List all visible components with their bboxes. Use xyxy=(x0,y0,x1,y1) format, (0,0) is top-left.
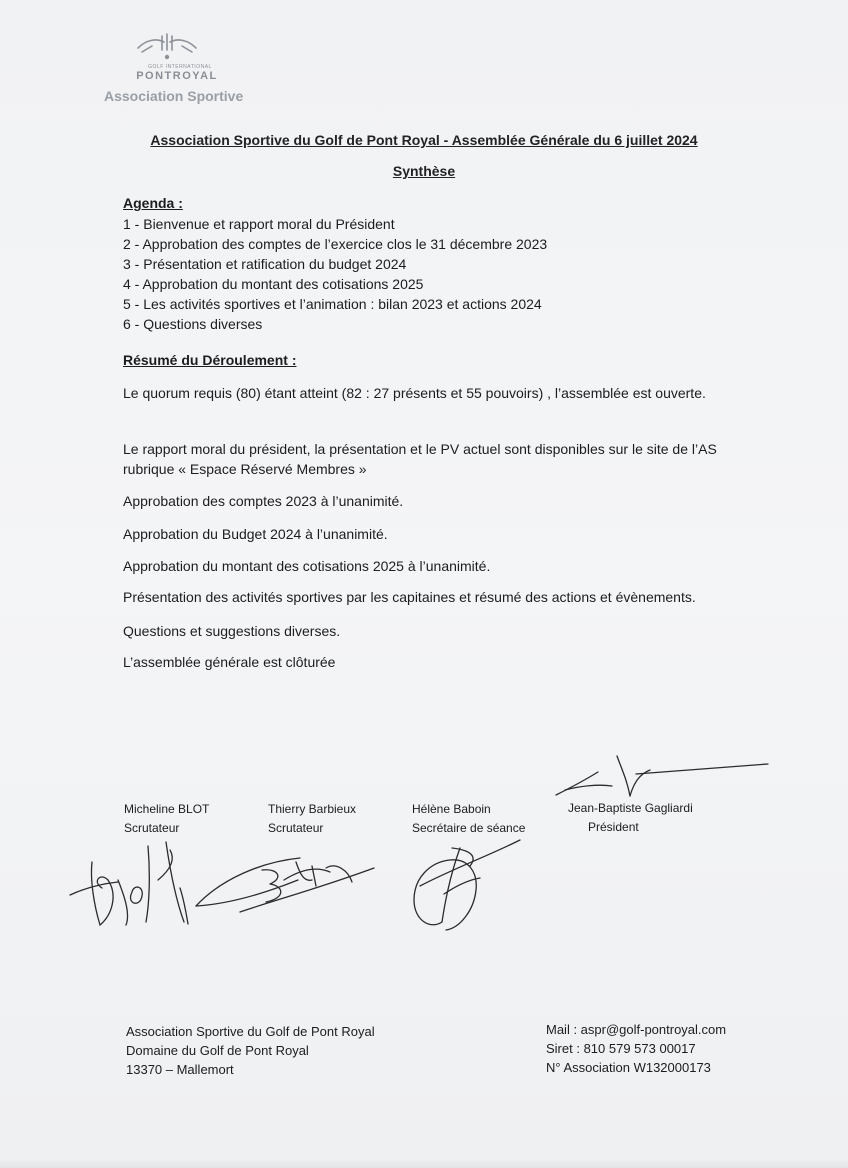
signatory-name: Hélène Baboin xyxy=(412,802,491,816)
signatory-blot xyxy=(124,800,209,838)
signature-gagliardi xyxy=(556,756,768,796)
signatory-role: Scrutateur xyxy=(268,821,324,835)
footer-address-line: 13370 – Mallemort xyxy=(126,1062,234,1077)
summary-paragraph-dues: Approbation du montant des cotisations 2025 à l’unanimité. xyxy=(123,558,491,574)
agenda-item: 6 - Questions diverses xyxy=(123,316,263,332)
footer-contact-line: Siret : 810 579 573 00017 xyxy=(546,1041,696,1056)
summary-paragraph-budget: Approbation du Budget 2024 à l’unanimité. xyxy=(123,526,388,542)
footer-address xyxy=(126,1022,375,1079)
footer-contact-line: Mail : aspr@golf-pontroyal.com xyxy=(546,1022,727,1037)
signatory-name: Micheline BLOT xyxy=(124,802,210,816)
agenda-item: 1 - Bienvenue et rapport moral du Président xyxy=(123,216,395,232)
summary-paragraph-questions: Questions et suggestions diverses. xyxy=(123,623,341,639)
summary-paragraph-report: Le rapport moral du président, la présentation et le PV actuel sont disponibles sur le site de l’AS rubrique « Espace Réservé Membres » xyxy=(123,441,717,477)
logo-small-text: GOLF INTERNATIONAL xyxy=(148,64,212,70)
signatory-role: Scrutateur xyxy=(124,821,180,835)
signatory-role: Président xyxy=(588,820,639,834)
footer-contact xyxy=(546,1020,726,1077)
signatory-baboin xyxy=(412,800,525,838)
signature-baboin xyxy=(414,840,520,930)
agenda-item: 3 - Présentation et ratification du budget 2024 xyxy=(123,256,407,272)
pontroyal-horse-logo-icon xyxy=(132,30,202,66)
agenda-item: 5 - Les activités sportives et l’animation : bilan 2023 et actions 2024 xyxy=(123,296,542,312)
footer-address-line: Association Sportive du Golf de Pont Royal xyxy=(126,1024,375,1039)
signatory-name: Thierry Barbieux xyxy=(268,802,357,816)
summary-paragraph-quorum: Le quorum requis (80) étant atteint (82 : 27 présents et 55 pouvoirs) , l’assemblée est ouverte. xyxy=(123,385,706,401)
agenda-item: 4 - Approbation du montant des cotisations 2025 xyxy=(123,276,424,292)
summary-paragraph-activities: Présentation des activités sportives par les capitaines et résumé des actions et évènements. xyxy=(123,589,696,605)
signatory-role: Secrétaire de séance xyxy=(412,821,526,835)
agenda-list xyxy=(123,214,547,334)
agenda-heading: Agenda : xyxy=(123,195,183,211)
signatory-gagliardi xyxy=(568,799,693,837)
footer-address-line: Domaine du Golf de Pont Royal xyxy=(126,1043,309,1058)
signatory-barbieux xyxy=(268,800,356,838)
document-subtitle: Synthèse xyxy=(392,163,456,179)
summary-paragraph-closing: L’assemblée générale est clôturée xyxy=(123,654,336,670)
summary-paragraph-accounts: Approbation des comptes 2023 à l’unanimité. xyxy=(123,493,404,509)
signature-barbieux xyxy=(196,858,374,912)
signatory-name: Jean-Baptiste Gagliardi xyxy=(568,801,693,815)
agenda-item: 2 - Approbation des comptes de l’exercice clos le 31 décembre 2023 xyxy=(123,236,548,252)
footer-contact-line: N° Association W132000173 xyxy=(546,1060,711,1075)
logo-brand: PONTROYAL xyxy=(136,70,218,82)
association-logo xyxy=(104,30,264,110)
summary-heading: Résumé du Déroulement : xyxy=(123,352,297,368)
signature-blot xyxy=(70,842,188,925)
document-title: Association Sportive du Golf de Pont Royal - Assemblée Générale du 6 juillet 2024 xyxy=(150,132,698,148)
logo-subtitle: Association Sportive xyxy=(104,88,244,104)
